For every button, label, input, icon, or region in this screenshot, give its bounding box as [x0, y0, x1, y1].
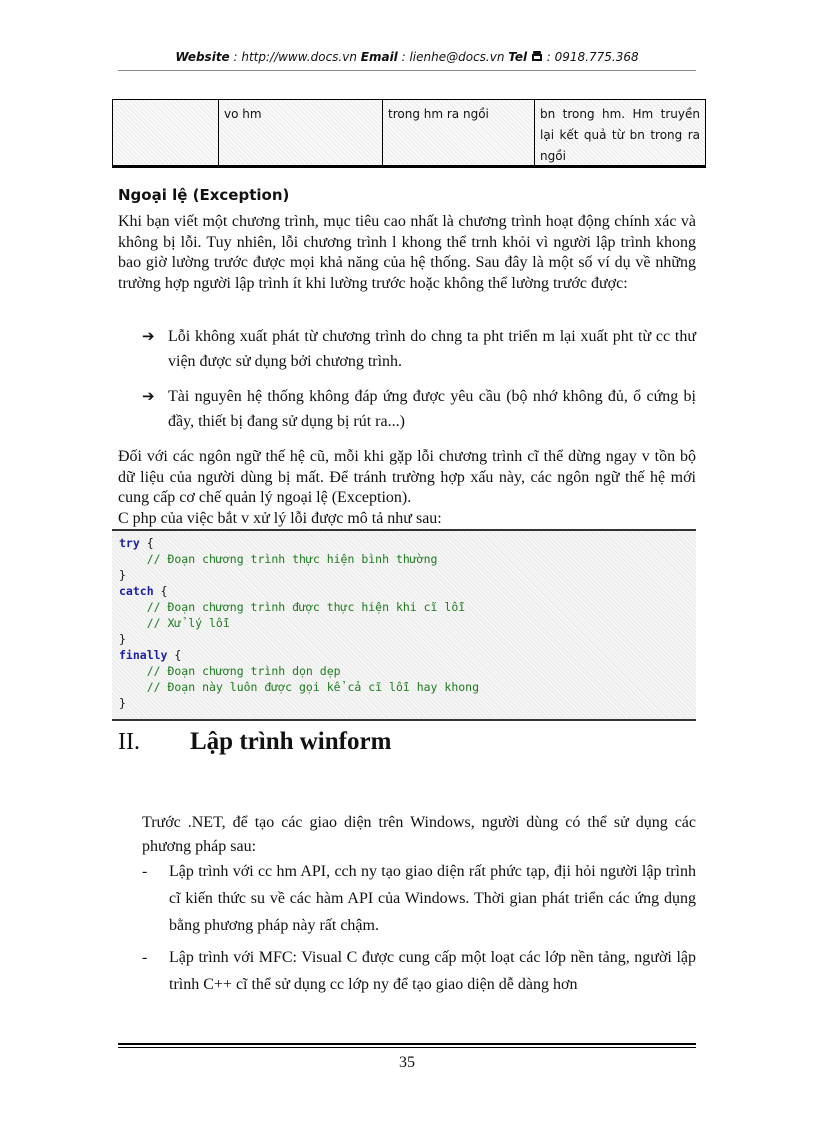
section-heading: Ngoại lệ (Exception) [118, 186, 290, 204]
intro-paragraph: Khi bạn viết một chương trình, mục tiêu cao nhất là chương trình hoạt động chính xác và không bị lỗi. Tuy nhiên, lỗi chương trình l khong thể trnh khỏi vì người lập trình khong bao giờ lường trước được mọi khả năng của hệ thống. Sau đây là một số ví dụ về những trường hợp người lập trình ít khi lường trước hoặc không thể lường trước được: [118, 213, 696, 292]
table-cell: trong hm ra ngồi [383, 100, 535, 165]
code-comment: // Đoạn chương trình dọn dẹp [119, 664, 341, 678]
tel-label: Tel [508, 50, 528, 64]
page-number: 35 [399, 1054, 415, 1071]
code-line: } [119, 696, 126, 710]
code-text: { [153, 584, 168, 598]
arrow-right-icon: ➔ [142, 327, 155, 345]
keyword: catch [119, 584, 154, 598]
code-line [119, 583, 696, 599]
code-comment: // Xử lý lỗi [119, 616, 230, 630]
code-comment: // Đoạn chương trình thực hiện bình thường [119, 552, 438, 566]
chapter-title: Lập trình winform [190, 728, 392, 755]
email-value: : lienhe@docs.vn [397, 50, 509, 64]
footer-divider [118, 1047, 696, 1048]
code-line [119, 647, 696, 663]
tel-value: : 0918.775.368 [542, 50, 639, 64]
phone-icon [531, 51, 543, 62]
footer-divider [118, 1043, 696, 1045]
table-cell [113, 100, 219, 165]
chapter-number: II. [118, 729, 140, 755]
keyword: finally [119, 648, 168, 662]
list-item [142, 944, 696, 998]
header-divider [118, 70, 696, 71]
code-block [112, 529, 696, 721]
table-cell: vo hm [219, 100, 383, 165]
list-item [142, 324, 696, 374]
dash-bullet: - [142, 863, 148, 880]
arrow-right-icon: ➔ [142, 387, 155, 405]
list-item-text: Lỗi không xuất phát từ chương trình do chng ta pht triển m lại xuất pht từ cc thư viện được sử dụng bởi chương trình. [168, 328, 696, 370]
list-item-text: Lập trình với MFC: Visual C được cung cấp một loạt các lớp nền tảng, người lập trình C++ cĩ thể sử dụng cc lớp ny để tạo giao diện dễ dàng hơn [169, 949, 696, 993]
list-item-text: Tài nguyên hệ thống không đáp ứng được yêu cầu (bộ nhớ không đủ, ổ cứng bị đầy, thiết bị đang sử dụng bị rút ra...) [168, 388, 696, 430]
code-line: } [119, 632, 126, 646]
code-comment: // Đoạn chương trình được thực hiện khi cĩ lỗi [119, 600, 466, 614]
table-cell: bn trong hm. Hm truyền lại kết quả từ bn trong ra ngồi [535, 100, 705, 165]
list-item-text: Lập trình với cc hm API, cch ny tạo giao diện rất phức tạp, địi hỏi người lập trình cĩ kiến thức su về các hàm API của Windows. Thời gian phát triển các ứng dụng bằng phương pháp này rất chậm. [169, 863, 696, 934]
dash-bullet: - [142, 949, 148, 966]
chapter-intro: Trước .NET, để tạo các giao diện trên Windows, người dùng có thể sử dụng các phương pháp sau: [142, 814, 696, 855]
code-text: { [167, 648, 182, 662]
paragraph: Đối với các ngôn ngữ thế hệ cũ, mỗi khi gặp lỗi chương trình cĩ thể dừng ngay v tồn bộ dữ liệu của người dùng bị mất. Để tránh trường hợp xấu này, các ngôn ngữ thế hệ mới cung cấp cơ chế quản lý ngoại lệ (Exception). [118, 448, 696, 506]
page-header [118, 50, 696, 64]
paragraph: C php của việc bắt v xử lý lỗi được mô tả như sau: [118, 510, 442, 527]
code-line: } [119, 568, 126, 582]
keyword: try [119, 536, 140, 550]
code-text: { [139, 536, 154, 550]
email-label: Email [360, 50, 398, 64]
code-line [119, 535, 696, 551]
code-comment: // Đoạn này luôn được gọi kể cả cĩ lỗi hay khong [119, 680, 480, 694]
website-label: Website [175, 50, 230, 64]
list-item [142, 384, 696, 434]
website-value: : http://www.docs.vn [229, 50, 361, 64]
table-row [112, 99, 706, 168]
list-item [142, 858, 696, 939]
